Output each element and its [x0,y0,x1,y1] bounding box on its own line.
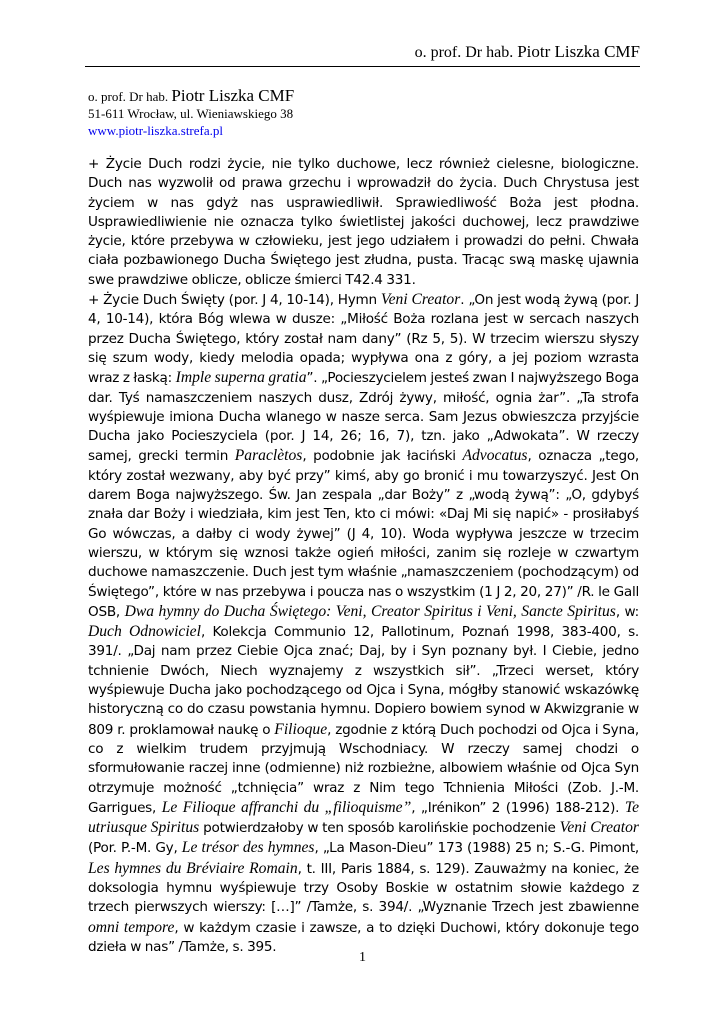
italic-latin-quote: Imple superna gratia [175,369,307,387]
text-run: , podobnie jak łaciński [302,448,463,465]
text-run: , w: [615,603,639,620]
italic-title: Veni Creator [380,291,461,309]
running-header-prefix: o. prof. Dr hab. [414,44,514,61]
text-run: , Kolekcja Communio 12, Pallotinum, Poznań 1998, 383-400, s. 391/. „Daj nam przez Ciebie Ojca znać; Daj, by i Syn poznany był. I Ciebie, jedno tchnienie Dwóch, Niech wyznajemy z wszystkich sił”. „Trzeci werset, który wyśpiewuje Ducha jako pochodzącego od Ojca i Syna, mógłby stanowić wskazówkę historyczną co do czasu powstania hymnu. Dopiero bowiem synod w Akwizgranie w 809 r. proklamował naukę o [88,624,639,738]
italic-article-title: Le trésor des hymnes [181,839,315,857]
body-text [88,155,639,957]
author-block [88,86,294,139]
italic-title: Veni Creator [559,819,640,837]
paragraph-veni-creator [88,290,639,957]
author-address: 51-611 Wrocław, ul. Wieniawskiego 38 [88,106,294,121]
text-run: potwierdzałoby w ten sposób karolińskie pochodzenie [199,820,560,837]
page-number: 1 [359,950,366,965]
italic-book-title: Dwa hymny do Ducha Świętego: Veni, Creator Spiritus i Veni, Sancte Spiritus [124,602,616,620]
text-run: , „Irénikon” 2 (1996) 188-212). [411,799,625,816]
running-header [415,42,640,62]
text-run: , w każdym czasie i zawsze, a to dzięki Duchowi, który dokonuje tego dzieła w nas” /Tamże, s. 395. [88,919,639,955]
italic-book-title: Duch Odnowiciel [88,623,201,641]
text-run: , „La Mason-Dieu” 173 (1988) 25 n; S.-G. Pimont, [314,840,639,857]
author-name: Piotr Liszka CMF [171,86,295,105]
italic-greek-term: Paraclètos [234,447,303,465]
italic-latin-quote: Te utriusque Spiritus [88,798,640,837]
header-divider [85,66,640,67]
italic-latin-term: Filioque [274,720,328,738]
paragraph-life-spirit: + Życie Duch rodzi życie, nie tylko duchowe, lecz również cielesne, biologiczne. Duch nas wyzwolił od prawa grzechu i wprowadził do życia. Duch Chrystusa jest życiem w nas gdyż nas usprawiedliwił. Sprawiedliwość Boża jest płodna. Usprawiedliwienie nie oznacza tylko świetlistej jakości duchowej, lecz prawdziwe życie, które przebywa w człowieku, jest jego udziałem i prowadzi do pełni. Chwała ciała pozbawionego Ducha Świętego jest złudna, pusta. Tracąc swą maskę ujawnia swe prawdziwe oblicze, oblicze śmierci T42.4 331. [88,156,639,288]
text-run: , zgodnie z którą Duch pochodzi od Ojca i Syna, co z wielkim trudem przyjmują Wschodniacy. W rzeczy samej chodzi o sformułowanie raczej inne (odmienne) niż rozbieżne, albowiem właśnie od Ojca Syn otrzymuje możność „tchnięcia” wraz z Nim tego Tchnienia Miłości (Zob. J.-M. Garrigues, [88,721,639,816]
text-run: + Życie Duch Święty (por. J 4, 10-14), Hymn [88,292,381,309]
text-run: , oznacza „tego, który został wezwany, aby być przy” kimś, aby go bronić i mu towarzyszyć. Jest On darem Boga najwyższego. Św. Jan zespala „dar Boży” z „wodą żywą”: „O, gdybyś znała dar Boży i wiedziała, kim jest Ten, kto ci mówi: «Daj Mi się napić» - prosiłabyś Go wówczas, a dałby ci wody żywej” (J 4, 10). Woda wypływa jeszcze w trzecim wierszu, w którym się wznosi także ogień miłości, zanim się rozleje w czwartym duchowe namaszczenie. Duch jest tym właśnie „namaszczeniem (pochodzącym) od Świętego”, które w nas przebywa i poucza nas o wszystkim (1 J 2, 20, 27)” /R. le Gall OSB, [88,448,639,620]
text-run: ”. „Pocieszycielem jesteś zwan I najwyższego Boga dar. Tyś namaszczeniem naszych dusz, Zdrój żywy, miłość, ognia żar”. „Ta strofa wyśpiewuje imiona Ducha wlanego w nasze serca. Sam Jezus obwieszcza przyjście Ducha jako Pocieszyciela (por. J 14, 26; 16, 7), tzn. jako „Adwokata”. W rzeczy samej, grecki termin [88,370,639,465]
italic-latin-term: Advocatus [462,447,528,465]
italic-book-title: Les hymnes du Bréviaire Romain [88,859,298,877]
text-run: , t. III, Paris 1884, s. 129). Zauważmy na koniec, że doksologia hymnu wyśpiewuje trzy Osoby Boskie w ostatnim słowie każdego z trzech pierwszych wierszy: […]” /Tamże, s. 394/. „Wyznanie Trzech jest zbawienne [88,860,639,916]
author-title: o. prof. Dr hab. [88,89,169,104]
italic-article-title: Le Filioque affranchi du „filioquisme” [161,798,412,816]
running-header-name: Piotr Liszka CMF [517,42,640,61]
text-run: (Por. P.-M. Gy, [88,840,182,857]
text-run: . „On jest wodą żywą (por. J 4, 10-14), która Bóg wlewa w dusze: „Miłość Boża rozlana jest w sercach naszych przez Ducha Świętego, który został nam dany” (Rz 5, 5). W trzecim wierszu słyszy się szum wody, kiedy melodia opada; wypływa ona z góry, a jej poziom wzrasta wraz z łaską: [88,292,639,387]
italic-latin-term: omni tempore [88,918,175,936]
author-website-link[interactable]: www.piotr-liszka.strefa.pl [88,123,223,138]
